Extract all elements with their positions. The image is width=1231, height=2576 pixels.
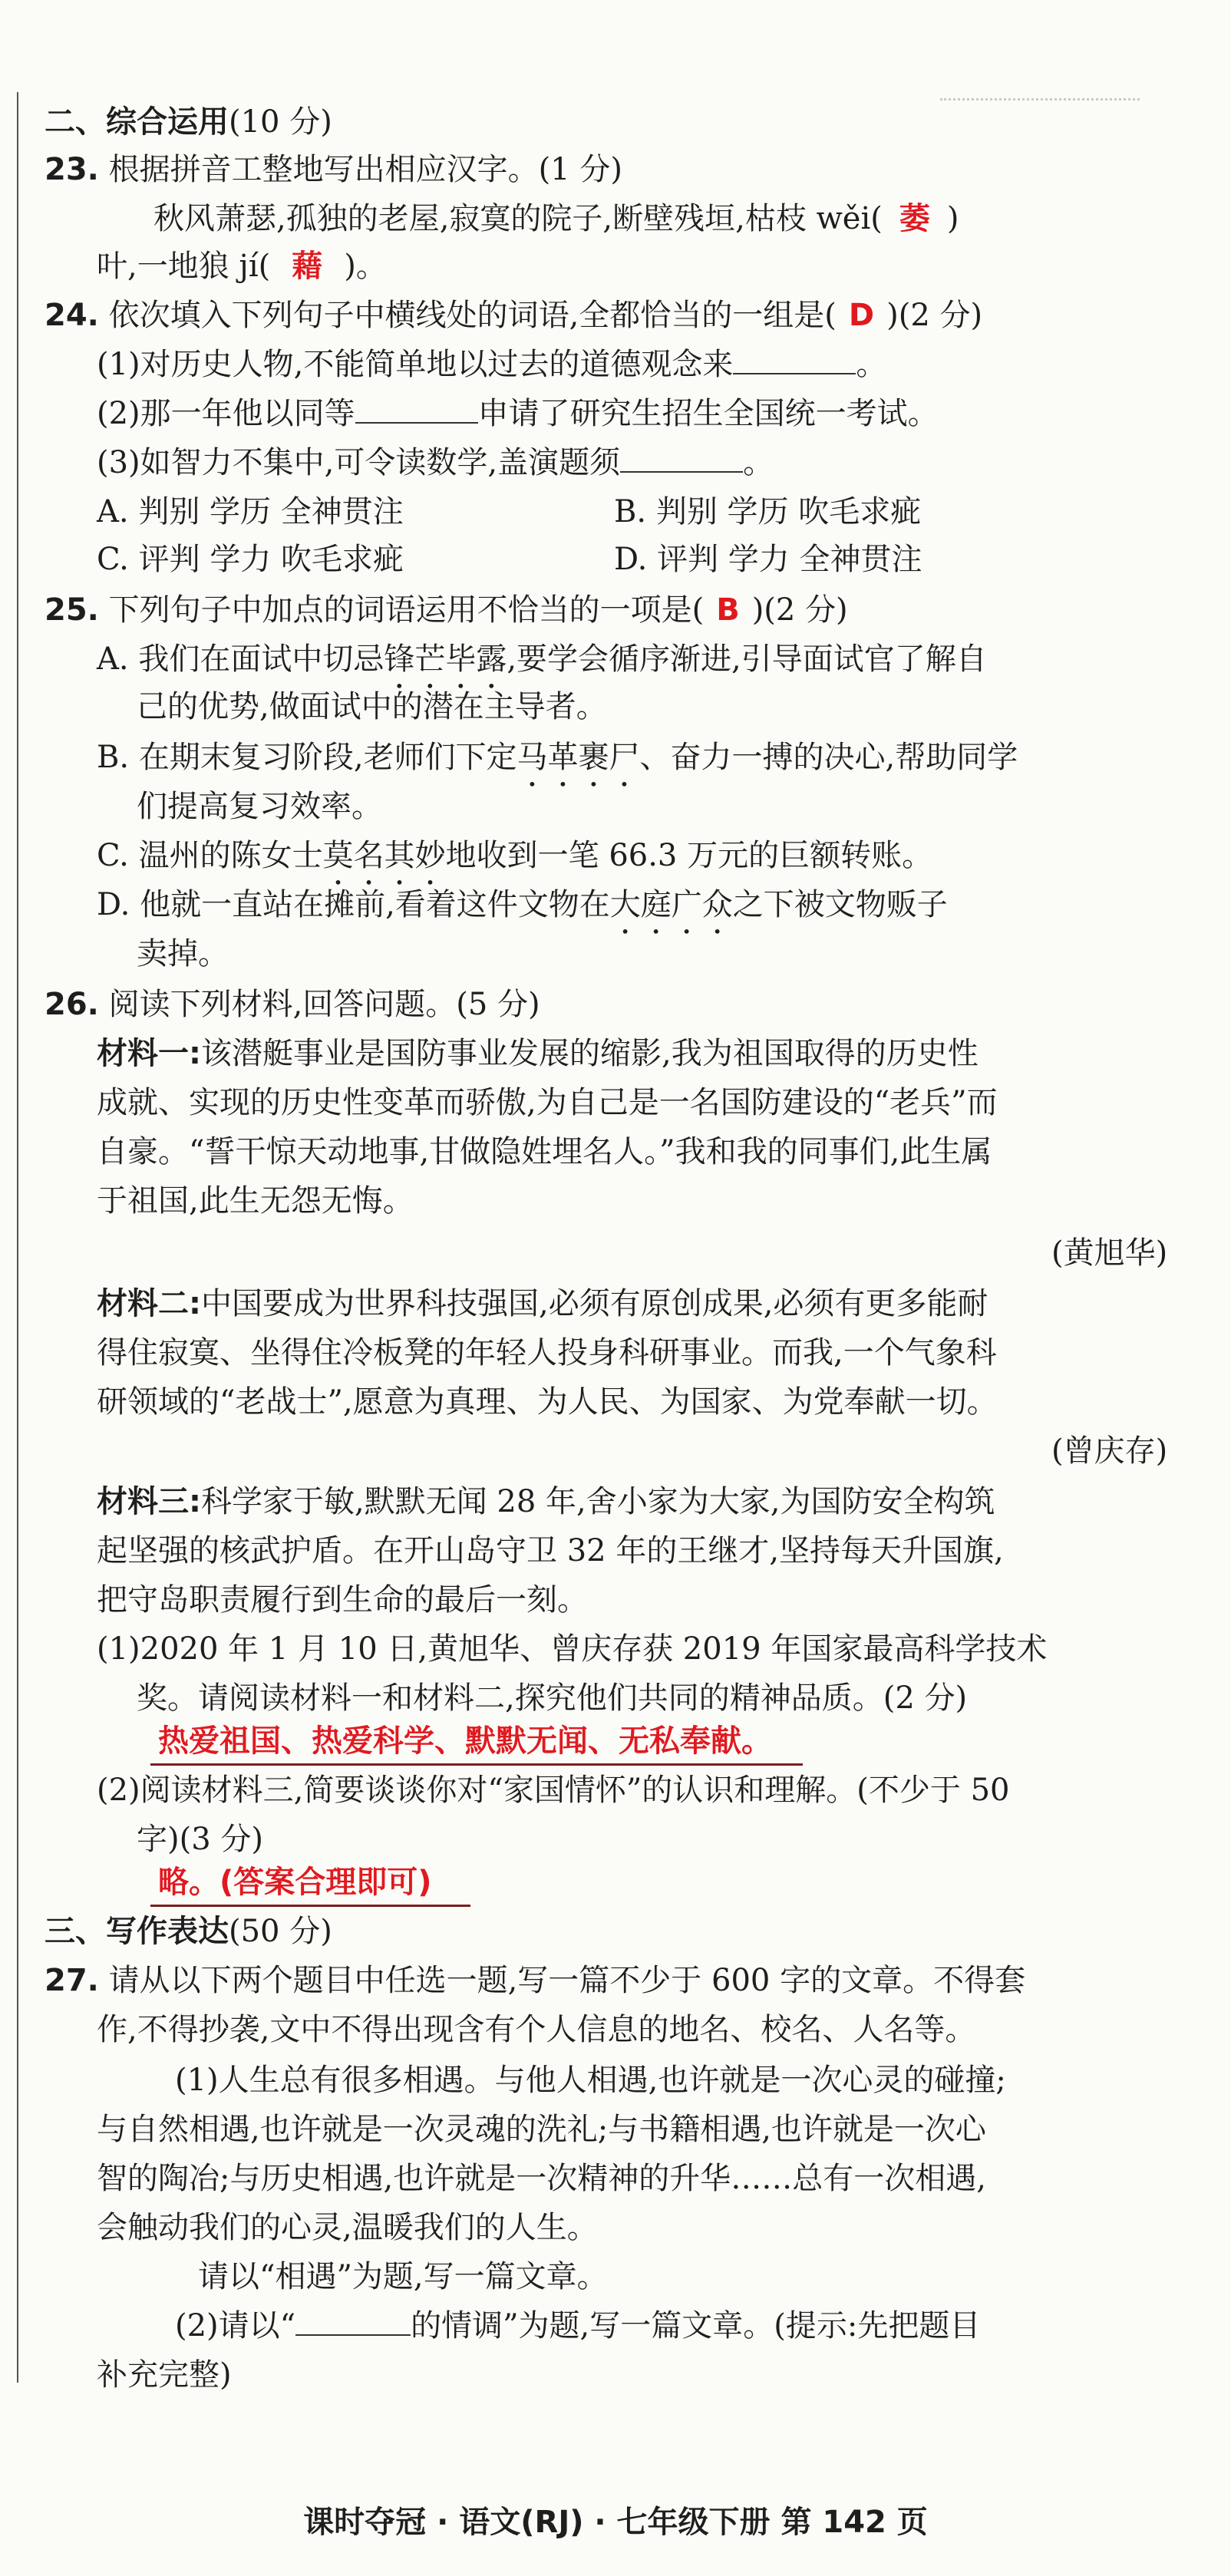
question-24-sentence1	[97, 342, 886, 387]
text-segment: 叶,一地狼 jí(	[97, 249, 271, 284]
emphasized-phrase: 莫名其妙	[322, 838, 446, 873]
question-27-line1	[45, 1958, 1025, 2003]
question-23-line2	[97, 244, 387, 289]
punctuation: 。	[856, 347, 887, 382]
material-3-line1	[97, 1479, 995, 1524]
text-segment: A. 我们在面试中切忌	[97, 642, 384, 677]
text-segment: ,要学会循序渐进,引导面试官了解自	[507, 642, 987, 677]
section-title: 二、综合运用	[45, 104, 229, 140]
question-24-sentence2	[97, 391, 939, 436]
material-2-line1	[97, 1281, 988, 1326]
question-24-sentence3	[97, 440, 774, 485]
question-25-option-a-cont: 己的优势,做面试中的潜在主导者。	[137, 689, 607, 724]
question-25-stem	[45, 588, 848, 632]
subquestion-2-line1: (2)阅读材料三,简要谈谈你对“家国情怀”的认识和理解。(不少于 50	[97, 1773, 1010, 1808]
question-25-option-b-cont: 们提高复习效率。	[137, 789, 382, 824]
material-3-line2: 起坚强的核武护盾。在开山岛守卫 32 年的王继才,坚持每天升国旗,	[97, 1533, 1004, 1568]
prompt-2-line2: 补充完整)	[97, 2357, 232, 2393]
option-c: C. 评判 学力 吹毛求疵	[97, 542, 404, 577]
section-title: 三、写作表达	[45, 1914, 229, 1949]
material-text: 中国要成为世界科技强国,必须有原创成果,必须有更多能耐	[201, 1286, 988, 1321]
material-2-line3: 研领域的“老战士”,愿意为真理、为人民、为国家、为党奉献一切。	[97, 1384, 998, 1420]
prompt-1-line4: 会触动我们的心灵,温暖我们的人生。	[97, 2210, 598, 2245]
question-number: 25.	[45, 592, 99, 628]
question-number: 24.	[45, 298, 99, 333]
question-number: 26.	[45, 987, 99, 1022]
question-text: 依次填入下列句子中横线处的词语,全都恰当的一组是(	[108, 298, 837, 333]
material-2-source: (曾庆存)	[1051, 1433, 1168, 1469]
subquestion-2-line2: 字)(3 分)	[137, 1822, 263, 1857]
answer-text: 略。(答案合理即可)	[150, 1860, 470, 1907]
section-score: (10 分)	[229, 104, 332, 140]
subquestion-1-line2: 奖。请阅读材料一和材料二,探究他们共同的精神品质。(2 分)	[137, 1681, 968, 1716]
material-label: 材料二:	[97, 1286, 201, 1321]
material-1-line3: 自豪。“誓干惊天动地事,甘做隐姓埋名人。”我和我的同事们,此生属	[97, 1134, 992, 1169]
prompt-2-line1	[175, 2304, 980, 2348]
prompt-1-line3: 智的陶冶;与历史相遇,也许就是一次精神的升华……总有一次相遇,	[97, 2161, 986, 2196]
section-2-heading	[45, 100, 332, 144]
text-segment: (2)请以“	[175, 2308, 296, 2343]
subquestion-1-line1: (1)2020 年 1 月 10 日,黄旭华、曾庆存获 2019 年国家最高科学技术	[97, 1631, 1048, 1667]
question-score: )(2 分)	[751, 592, 848, 628]
question-text: 阅读下列材料,回答问题。(5 分)	[108, 987, 540, 1022]
question-text: 下列句子中加点的词语运用不恰当的一项是(	[108, 592, 705, 628]
emphasized-phrase: 大庭广众	[609, 887, 733, 922]
material-label: 材料三:	[97, 1484, 201, 1519]
question-23-stem	[45, 147, 622, 192]
answer-choice: D	[848, 298, 875, 333]
question-25-option-d-cont: 卖掉。	[137, 936, 229, 971]
section-score: (50 分)	[229, 1914, 332, 1949]
text-segment: )。	[344, 249, 387, 284]
question-23-line1	[153, 196, 959, 241]
question-26-stem	[45, 982, 540, 1027]
decorative-dotted-line	[940, 98, 1140, 101]
text-segment: B. 在期末复习阶段,老师们下定	[97, 740, 517, 775]
material-1-line2: 成就、实现的历史性变革而骄傲,为自己是一名国防建设的“老兵”而	[97, 1085, 998, 1120]
text-segment: 之下被文物贩子	[732, 887, 948, 922]
sentence-text: (3)如智力不集中,可令读数学,盖演题须	[97, 445, 621, 480]
text-segment: )	[946, 201, 959, 236]
fill-blank	[295, 2308, 411, 2336]
sentence-text: (2)那一年他以同等	[97, 396, 355, 431]
option-d: D. 评判 学力 全神贯注	[614, 542, 922, 577]
answer-choice: B	[716, 592, 740, 628]
question-27-line2: 作,不得抄袭,文中不得出现含有个人信息的地名、校名、人名等。	[97, 2012, 976, 2047]
punctuation: 。	[743, 445, 774, 480]
option-a: A. 判别 学历 全神贯注	[97, 494, 404, 529]
option-b: B. 判别 学历 吹毛求疵	[614, 494, 922, 529]
page-footer: 课时夺冠 · 语文(RJ) · 七年级下册 第 142 页	[303, 2505, 928, 2540]
material-2-line2: 得住寂寞、坐得住冷板凳的年轻人投身科研事业。而我,一个气象科	[97, 1335, 997, 1370]
emphasized-phrase: 锋芒毕露	[384, 642, 507, 677]
material-1-line4: 于祖国,此生无怨无悔。	[97, 1183, 414, 1219]
section-3-heading	[45, 1909, 332, 1954]
text-segment: 秋风萧瑟,孤独的老屋,寂寞的院子,断壁残垣,枯枝 wěi(	[153, 201, 883, 236]
prompt-1-line5: 请以“相遇”为题,写一篇文章。	[198, 2259, 608, 2294]
material-text: 该潜艇事业是国防事业发展的缩影,我为祖国取得的历史性	[201, 1036, 979, 1071]
material-text: 科学家于敏,默默无闻 28 年,舍小家为大家,为国防安全构筑	[201, 1484, 995, 1519]
answer-fill: 萎	[899, 201, 930, 236]
emphasized-phrase: 马革裹尸	[516, 740, 640, 775]
fill-blank	[620, 445, 743, 473]
material-3-line3: 把守岛职责履行到生命的最后一刻。	[97, 1582, 588, 1618]
fill-blank	[733, 347, 856, 374]
answer-text: 热爱祖国、热爱科学、默默无闻、无私奉献。	[150, 1719, 803, 1766]
prompt-1-line2: 与自然相遇,也许就是一次灵魂的洗礼;与书籍相遇,也许就是一次心	[97, 2112, 986, 2147]
text-segment: 地收到一笔 66.3 万元的巨额转账。	[445, 838, 933, 873]
question-text: 请从以下两个题目中任选一题,写一篇不少于 600 字的文章。不得套	[108, 1963, 1026, 1998]
subquestion-2-answer	[150, 1860, 470, 1907]
answer-fill: 藉	[292, 249, 323, 284]
prompt-1-line1: (1)人生总有很多相遇。与他人相遇,也许就是一次心灵的碰撞;	[175, 2063, 1006, 2098]
question-score: )(2 分)	[886, 298, 983, 333]
material-1-source: (黄旭华)	[1051, 1235, 1168, 1271]
question-24-stem	[45, 293, 982, 338]
text-segment: C. 温州的陈女士	[97, 838, 323, 873]
text-segment: D. 他就一直站在摊前,看着这件文物在	[97, 887, 610, 922]
material-label: 材料一:	[97, 1036, 201, 1071]
question-number: 27.	[45, 1963, 99, 1998]
question-text: 根据拼音工整地写出相应汉字。(1 分)	[108, 152, 622, 187]
sentence-text: (1)对历史人物,不能简单地以过去的道德观念来	[97, 347, 734, 382]
margin-rule	[17, 92, 18, 2383]
text-segment: 、奋力一搏的决心,帮助同学	[639, 740, 1018, 775]
question-number: 23.	[45, 152, 99, 187]
subquestion-1-answer	[150, 1719, 803, 1766]
text-segment: 的情调”为题,写一篇文章。(提示:先把题目	[411, 2308, 981, 2343]
sentence-text: 申请了研究生招生全国统一考试。	[477, 396, 939, 431]
material-1-line1	[97, 1031, 979, 1076]
fill-blank	[355, 396, 478, 424]
